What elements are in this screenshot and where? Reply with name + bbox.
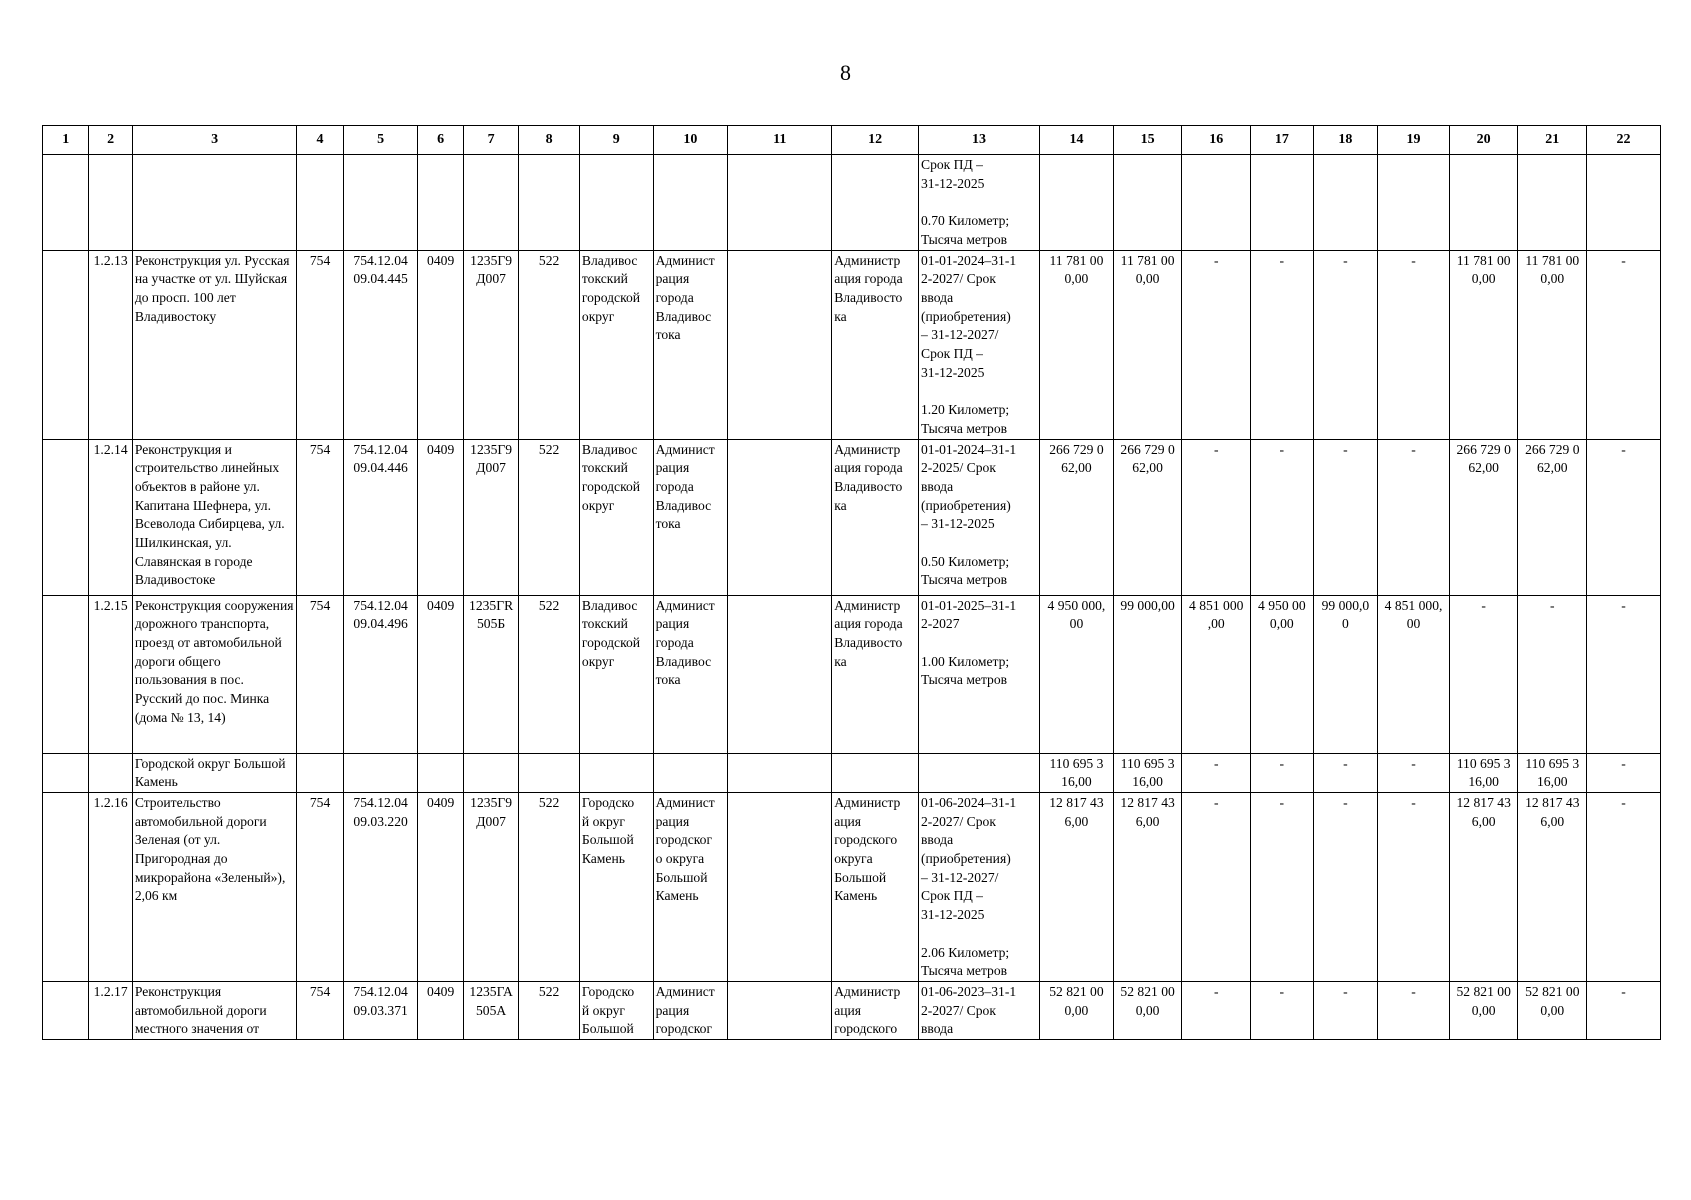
table-cell: Владивос токский городской округ xyxy=(579,439,653,595)
table-cell: - xyxy=(1587,595,1661,753)
table-cell: - xyxy=(1449,595,1518,753)
table-cell xyxy=(519,155,580,251)
table-cell: - xyxy=(1182,981,1251,1039)
table-cell: Админист рация города Владивос тока xyxy=(653,595,728,753)
table-cell: Владивос токский городской округ xyxy=(579,595,653,753)
table-cell: - xyxy=(1587,753,1661,792)
table-cell: 4 851 000, 00 xyxy=(1378,595,1450,753)
table-row xyxy=(43,792,1661,981)
table-cell: 1.2.15 xyxy=(89,595,132,753)
table-cell: - xyxy=(1182,792,1251,981)
table-cell xyxy=(343,155,418,251)
table-cell: - xyxy=(1182,753,1251,792)
table-cell: - xyxy=(1587,792,1661,981)
table-cell: Реконструкция ул. Русская на участке от ул. Шуйская до просп. 100 лет Владивостоку xyxy=(132,250,297,439)
column-header: 2 xyxy=(89,126,132,155)
table-cell: 266 729 0 62,00 xyxy=(1040,439,1114,595)
table-cell: 522 xyxy=(519,595,580,753)
table-cell: 11 781 00 0,00 xyxy=(1518,250,1587,439)
table-cell xyxy=(418,155,463,251)
table-cell: 754.12.04 09.04.445 xyxy=(343,250,418,439)
column-header: 17 xyxy=(1251,126,1314,155)
table-cell: Администр ация города Владивосто ка xyxy=(832,439,919,595)
table-cell xyxy=(1587,155,1661,251)
column-header: 5 xyxy=(343,126,418,155)
table-cell xyxy=(132,155,297,251)
table-cell xyxy=(728,792,832,981)
column-header: 21 xyxy=(1518,126,1587,155)
table-cell xyxy=(1040,155,1114,251)
table-cell: Реконструкция сооружения дорожного транспорта, проезд от автомобильной дороги общего пользования в пос. Русский до пос. Минка (дома № 13, 14) xyxy=(132,595,297,753)
column-header: 7 xyxy=(463,126,519,155)
column-header: 9 xyxy=(579,126,653,155)
table-cell: 754.12.04 09.04.446 xyxy=(343,439,418,595)
table-cell: 1235Г9 Д007 xyxy=(463,439,519,595)
table-cell: 754 xyxy=(297,439,343,595)
table-cell: - xyxy=(1251,250,1314,439)
table-cell: 110 695 3 16,00 xyxy=(1518,753,1587,792)
table-cell xyxy=(728,155,832,251)
table-cell: 01-01-2024–31-1 2-2025/ Срок ввода (приобретения) – 31-12-2025 0.50 Километр; Тысяча метров xyxy=(919,439,1040,595)
table-cell: 12 817 43 6,00 xyxy=(1040,792,1114,981)
column-header: 18 xyxy=(1313,126,1378,155)
table-cell xyxy=(1313,155,1378,251)
table-cell: - xyxy=(1378,439,1450,595)
table-cell: - xyxy=(1378,981,1450,1039)
table-cell xyxy=(1449,155,1518,251)
table-cell: Админист рация города Владивос тока xyxy=(653,439,728,595)
table-cell: - xyxy=(1313,792,1378,981)
table-cell: Администр ация городского округа Большой Камень xyxy=(832,792,919,981)
table-row xyxy=(43,595,1661,753)
table-cell: 522 xyxy=(519,792,580,981)
table-cell: 01-06-2023–31-1 2-2027/ Срок ввода xyxy=(919,981,1040,1039)
table-cell: Администр ация городского xyxy=(832,981,919,1039)
table-cell: Админист рация городског о округа Большой Камень xyxy=(653,792,728,981)
table-cell xyxy=(343,753,418,792)
table-cell: Городской округ Большой Камень xyxy=(132,753,297,792)
table-cell: 99 000,00 xyxy=(1113,595,1182,753)
table-cell: 01-01-2025–31-1 2-2027 1.00 Километр; Тысяча метров xyxy=(919,595,1040,753)
table-cell: 1235Г9 Д007 xyxy=(463,792,519,981)
table-cell: - xyxy=(1182,439,1251,595)
table-cell: 754 xyxy=(297,981,343,1039)
table-cell xyxy=(297,155,343,251)
table-cell: - xyxy=(1518,595,1587,753)
table-cell: - xyxy=(1587,250,1661,439)
table-cell: - xyxy=(1251,753,1314,792)
table-cell xyxy=(832,753,919,792)
table-cell: 0409 xyxy=(418,439,463,595)
table-cell xyxy=(1251,155,1314,251)
table-cell xyxy=(43,792,89,981)
table-cell xyxy=(89,155,132,251)
table-cell xyxy=(418,753,463,792)
table-cell: - xyxy=(1587,981,1661,1039)
table-cell: 1.2.14 xyxy=(89,439,132,595)
column-header: 6 xyxy=(418,126,463,155)
table-cell: 11 781 00 0,00 xyxy=(1040,250,1114,439)
table-cell: - xyxy=(1251,792,1314,981)
table-cell: 4 950 00 0,00 xyxy=(1251,595,1314,753)
table-cell: Реконструкция автомобильной дороги местного значения от xyxy=(132,981,297,1039)
column-header: 19 xyxy=(1378,126,1450,155)
table-cell: Срок ПД – 31-12-2025 0.70 Километр; Тысяча метров xyxy=(919,155,1040,251)
table-cell: - xyxy=(1587,439,1661,595)
table-cell: Городско й округ Большой xyxy=(579,981,653,1039)
column-header: 22 xyxy=(1587,126,1661,155)
table-cell: 52 821 00 0,00 xyxy=(1113,981,1182,1039)
table-cell: 11 781 00 0,00 xyxy=(1113,250,1182,439)
table-cell xyxy=(832,155,919,251)
table-cell: - xyxy=(1251,439,1314,595)
table-cell xyxy=(1113,155,1182,251)
table-cell: 522 xyxy=(519,439,580,595)
table-cell: - xyxy=(1313,250,1378,439)
table-cell: 266 729 0 62,00 xyxy=(1113,439,1182,595)
page-number: 8 xyxy=(840,60,851,85)
table-cell: 754.12.04 09.03.371 xyxy=(343,981,418,1039)
table-cell: 12 817 43 6,00 xyxy=(1113,792,1182,981)
table-cell: 01-01-2024–31-1 2-2027/ Срок ввода (приобретения) – 31-12-2027/ Срок ПД – 31-12-2025 1.20 Километр; Тысяча метров xyxy=(919,250,1040,439)
table-cell: 110 695 3 16,00 xyxy=(1113,753,1182,792)
table-cell: - xyxy=(1313,439,1378,595)
column-header: 1 xyxy=(43,126,89,155)
table-cell: 52 821 00 0,00 xyxy=(1518,981,1587,1039)
table-cell xyxy=(579,155,653,251)
column-header: 10 xyxy=(653,126,728,155)
table-cell xyxy=(728,250,832,439)
table-cell: 522 xyxy=(519,981,580,1039)
table-cell xyxy=(43,250,89,439)
table-cell: - xyxy=(1182,250,1251,439)
table-cell: 52 821 00 0,00 xyxy=(1040,981,1114,1039)
table-cell: 266 729 0 62,00 xyxy=(1518,439,1587,595)
table-row xyxy=(43,753,1661,792)
table-cell: 266 729 0 62,00 xyxy=(1449,439,1518,595)
table-cell: 12 817 43 6,00 xyxy=(1449,792,1518,981)
table-cell: 01-06-2024–31-1 2-2027/ Срок ввода (приобретения) – 31-12-2027/ Срок ПД – 31-12-2025 2.06 Километр; Тысяча метров xyxy=(919,792,1040,981)
column-header: 13 xyxy=(919,126,1040,155)
table-cell xyxy=(728,981,832,1039)
table-cell: - xyxy=(1251,981,1314,1039)
column-header: 11 xyxy=(728,126,832,155)
table-cell: - xyxy=(1378,753,1450,792)
table-cell xyxy=(653,155,728,251)
table-cell xyxy=(43,439,89,595)
table-cell xyxy=(463,155,519,251)
table-cell: 754 xyxy=(297,792,343,981)
table-cell: Владивос токский городской округ xyxy=(579,250,653,439)
table-cell: 12 817 43 6,00 xyxy=(1518,792,1587,981)
table-cell: 754.12.04 09.03.220 xyxy=(343,792,418,981)
data-table xyxy=(42,125,1661,1040)
table-cell: 110 695 3 16,00 xyxy=(1449,753,1518,792)
table-cell xyxy=(728,753,832,792)
table-cell xyxy=(43,753,89,792)
table-cell xyxy=(1518,155,1587,251)
table-cell xyxy=(43,981,89,1039)
table-cell: 1.2.13 xyxy=(89,250,132,439)
table-cell: 4 950 000, 00 xyxy=(1040,595,1114,753)
table-cell: 99 000,0 0 xyxy=(1313,595,1378,753)
table-cell: - xyxy=(1378,792,1450,981)
table-cell: Администр ация города Владивосто ка xyxy=(832,250,919,439)
table-cell: 0409 xyxy=(418,250,463,439)
header-row xyxy=(43,126,1661,155)
table-cell xyxy=(728,439,832,595)
table-cell: 0409 xyxy=(418,792,463,981)
table-row xyxy=(43,250,1661,439)
table-cell xyxy=(43,595,89,753)
table-cell xyxy=(463,753,519,792)
column-header: 16 xyxy=(1182,126,1251,155)
table-cell: Реконструкция и строительство линейных объектов в районе ул. Капитана Шефнера, ул. Всеволода Сибирцева, ул. Шилкинская, ул. Славянская в городе Владивостоке xyxy=(132,439,297,595)
table-cell: - xyxy=(1378,250,1450,439)
column-header: 8 xyxy=(519,126,580,155)
table-cell: 0409 xyxy=(418,981,463,1039)
table-row xyxy=(43,439,1661,595)
table-cell: 522 xyxy=(519,250,580,439)
table-cell xyxy=(653,753,728,792)
table-cell: 11 781 00 0,00 xyxy=(1449,250,1518,439)
table-cell xyxy=(728,595,832,753)
table-cell: Админист рация города Владивос тока xyxy=(653,250,728,439)
table-cell: Администр ация города Владивосто ка xyxy=(832,595,919,753)
table-cell: 1.2.17 xyxy=(89,981,132,1039)
table-cell: - xyxy=(1313,981,1378,1039)
table-cell: 754 xyxy=(297,595,343,753)
table-cell: Городско й округ Большой Камень xyxy=(579,792,653,981)
table-cell xyxy=(297,753,343,792)
table-cell: Строительство автомобильной дороги Зеленая (от ул. Пригородная до микрорайона «Зеленый»), 2,06 км xyxy=(132,792,297,981)
table-cell xyxy=(1182,155,1251,251)
column-header: 12 xyxy=(832,126,919,155)
column-header: 14 xyxy=(1040,126,1114,155)
table-cell xyxy=(579,753,653,792)
table-cell: 0409 xyxy=(418,595,463,753)
table-cell: - xyxy=(1313,753,1378,792)
table-row xyxy=(43,155,1661,251)
table-cell xyxy=(43,155,89,251)
table-cell: 1.2.16 xyxy=(89,792,132,981)
column-header: 4 xyxy=(297,126,343,155)
column-header: 15 xyxy=(1113,126,1182,155)
column-header: 3 xyxy=(132,126,297,155)
table-cell: 1235ГА 505А xyxy=(463,981,519,1039)
table-cell: 754.12.04 09.04.496 xyxy=(343,595,418,753)
table-cell: 754 xyxy=(297,250,343,439)
table-cell: Админист рация городског xyxy=(653,981,728,1039)
column-header: 20 xyxy=(1449,126,1518,155)
table-row xyxy=(43,981,1661,1039)
table-cell xyxy=(89,753,132,792)
table-cell: 110 695 3 16,00 xyxy=(1040,753,1114,792)
table-cell: 1235Г9 Д007 xyxy=(463,250,519,439)
table-cell xyxy=(1378,155,1450,251)
table-cell xyxy=(919,753,1040,792)
table-cell: 4 851 000 ,00 xyxy=(1182,595,1251,753)
table-cell: 1235ГR 505Б xyxy=(463,595,519,753)
table-cell: 52 821 00 0,00 xyxy=(1449,981,1518,1039)
table-cell xyxy=(519,753,580,792)
